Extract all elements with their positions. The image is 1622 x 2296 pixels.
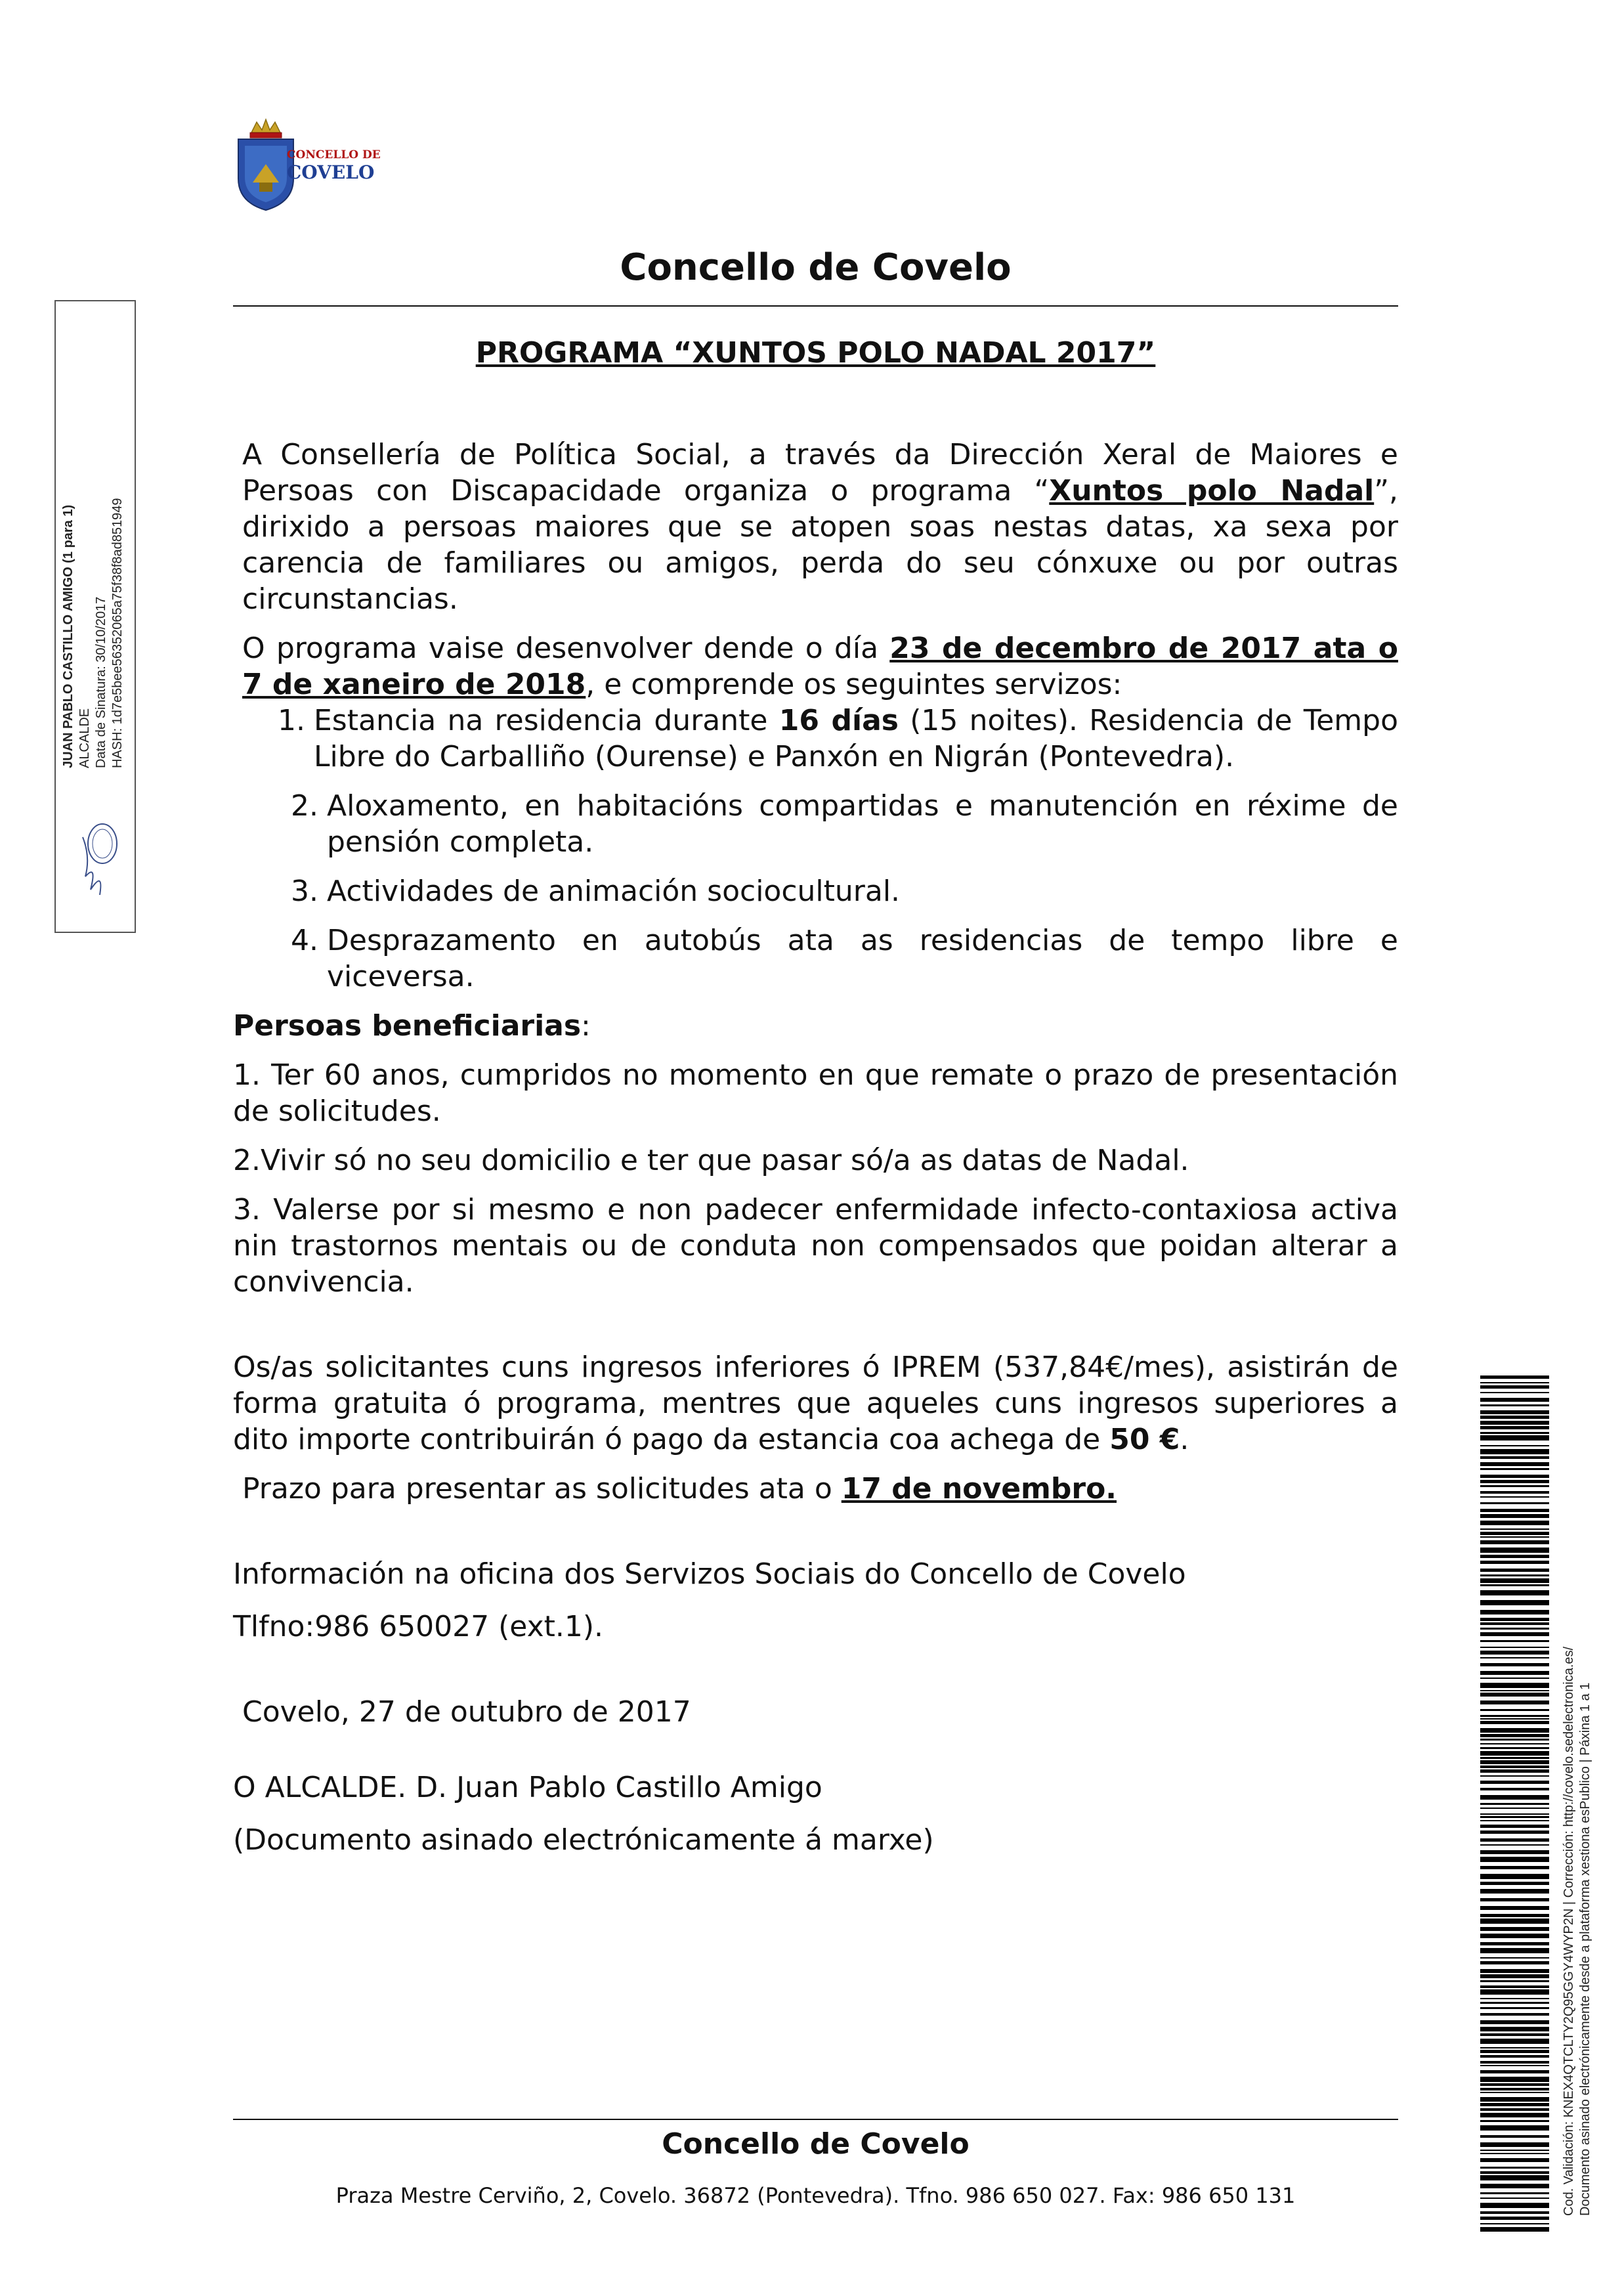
barcode-bar: [1480, 2108, 1549, 2111]
barcode-bar: [1480, 2171, 1549, 2174]
barcode-bar: [1480, 1816, 1549, 1818]
barcode-bar: [1480, 1765, 1549, 1768]
barcode-bar: [1480, 2039, 1549, 2044]
stamp-date: Data de Sinatura: 30/10/2017: [94, 596, 108, 768]
barcode-bar: [1480, 1640, 1549, 1642]
barcode-bar: [1480, 1555, 1549, 1558]
barcode-bar: [1480, 1906, 1549, 1910]
barcode-bar: [1480, 2065, 1549, 2066]
intro-paragraph: [233, 437, 1398, 617]
barcode-bar: [1480, 1382, 1549, 1383]
barcode-bar: [1480, 2135, 1549, 2138]
service-item: [291, 873, 1398, 909]
stamp-hash: HASH: 1d7e5bee56352065a75f38f8ad851949: [110, 498, 125, 768]
barcode-bar: [1480, 2061, 1549, 2064]
service-text-b: (15 noites). Residencia de Tempo Libre do Carballiño (Ourense) e Panxón en Nigrán (Pontevedra).: [314, 704, 1399, 773]
barcode-bar: [1480, 2047, 1549, 2048]
footer-divider: [233, 2119, 1398, 2120]
barcode-bar: [1480, 2120, 1549, 2122]
barcode-bar: [1480, 1830, 1549, 1834]
requirement-1: 1. Ter 60 anos, cumpridos no momento en que remate o prazo de presentación de solicitudes.: [233, 1058, 1398, 1128]
service-item: [291, 922, 1398, 995]
service-text: Desprazamento en autobús ata as residencias de tempo libre e viceversa.: [327, 924, 1398, 993]
barcode-bar: [1480, 1803, 1549, 1805]
place-date: Covelo, 27 de outubro de 2017: [242, 1695, 691, 1729]
barcode-bar: [1480, 1825, 1549, 1828]
barcode-bar: [1480, 1998, 1549, 1999]
barcode-bar: [1480, 1449, 1549, 1454]
barcode-bar: [1480, 1918, 1549, 1924]
beneficiaries-heading: [233, 1008, 1398, 1044]
barcode-bar: [1480, 1721, 1549, 1724]
barcode-bar: [1480, 1957, 1549, 1959]
barcode-bar: [1480, 2150, 1549, 2151]
dates-paragraph: [233, 630, 1398, 703]
barcode-bar: [1480, 1813, 1549, 1815]
barcode-bar: [1480, 1671, 1549, 1675]
dates-text-c: , e comprende os seguintes servizos:: [586, 668, 1122, 701]
barcode-bar: [1480, 1632, 1549, 1636]
barcode-bar: [1480, 1985, 1549, 1988]
barcode-bar: [1480, 2167, 1549, 2169]
barcode-bar: [1480, 2184, 1549, 2188]
barcode-bar: [1480, 1569, 1549, 1572]
barcode-bar: [1480, 2083, 1549, 2086]
requirement-3: 3. Valerse por si mesmo e non padecer enfermidade infecto-contaxiosa activa nin trastornos mentais ou de conduta non compensados que poidan alterar a convivencia.: [233, 1193, 1398, 1299]
contribution-amount-emphasis: 50 €: [1109, 1423, 1180, 1456]
barcode-bar: [1480, 1600, 1549, 1605]
barcode-bar: [1480, 1491, 1549, 1494]
service-number: 2.: [291, 789, 318, 823]
barcode-bar: [1480, 2033, 1549, 2036]
barcode-bar: [1480, 2192, 1549, 2194]
service-text: Actividades de animación sociocultural.: [327, 875, 901, 908]
barcode-bar: [1480, 1584, 1549, 1586]
barcode-bar: [1480, 2027, 1549, 2031]
barcode-bar: [1480, 1866, 1549, 1869]
service-number: 1.: [278, 704, 305, 737]
barcode-bar: [1480, 1462, 1549, 1466]
barcode-bar: [1480, 1435, 1549, 1440]
barcode-bar: [1480, 1715, 1549, 1717]
signature-seal-icon: [71, 817, 123, 899]
signature-stamp-text: [60, 498, 126, 768]
barcode-bar: [1480, 2002, 1549, 2004]
barcode-bar: [1480, 1578, 1549, 1583]
barcode-bar: [1480, 1775, 1549, 1777]
barcode-bar: [1480, 1521, 1549, 1525]
barcode-bar: [1480, 1647, 1549, 1648]
barcode-bar: [1480, 1795, 1549, 1800]
barcode-bar: [1480, 1528, 1549, 1530]
barcode-bar: [1480, 1657, 1549, 1658]
program-name-emphasis: Xuntos polo Nadal: [1049, 474, 1375, 508]
barcode-bar: [1480, 1540, 1549, 1544]
dates-text-a: O programa vaise desenvolver dende o día: [242, 632, 890, 665]
validation-code: Cod. Validación: KNEX4QTCLTY2Q95GGY4WYP2N | Corrección: http://covelo.sedelectronica.es/: [1562, 1646, 1576, 2216]
service-text: Aloxamento, en habitacións compartidas e manutención en réxime de pensión completa.: [327, 789, 1398, 859]
service-number: 3.: [291, 875, 318, 908]
barcode-bar: [1480, 1480, 1549, 1483]
barcode-bar: [1480, 1889, 1549, 1894]
stamp-signer: JUAN PABLO CASTILLO AMIGO (1 para 1): [61, 504, 75, 768]
service-item: [291, 788, 1398, 860]
barcode-bar: [1480, 2070, 1549, 2073]
barcode-bar: [1480, 1421, 1549, 1425]
stay-days-emphasis: 16 días: [779, 704, 899, 737]
barcode-bar: [1480, 1700, 1549, 1704]
logo-wordmark: [287, 150, 381, 182]
barcode-bar: [1480, 1509, 1549, 1512]
barcode-bar: [1480, 1820, 1549, 1821]
barcode-bar: [1480, 1927, 1549, 1931]
barcode-bar: [1480, 2050, 1549, 2053]
barcode-bar: [1480, 1432, 1549, 1434]
barcode-bar: [1480, 2020, 1549, 2024]
requirement-2: 2.Vivir só no seu domicilio e ter que pasar só/a as datas de Nadal.: [233, 1144, 1189, 1177]
intro-text-a: A Consellería de Política Social, a través da Dirección Xeral de Maiores e Persoas con Discapacidade organiza o programa “: [242, 438, 1398, 508]
barcode-bar: [1480, 1416, 1549, 1419]
barcode-bar: [1480, 1426, 1549, 1429]
barcode-bar: [1480, 2223, 1549, 2224]
validation-text: [1561, 1647, 1594, 2216]
barcode-bar: [1480, 1857, 1549, 1862]
barcode-bar: [1480, 1728, 1549, 1733]
footer-title: Concello de Covelo: [662, 2127, 970, 2161]
barcode-bar: [1480, 1734, 1549, 1737]
barcode-bar: [1480, 2097, 1549, 2102]
barcode-bar: [1480, 1942, 1549, 1945]
barcode-bar: [1480, 2211, 1549, 2214]
barcode-bar: [1480, 1574, 1549, 1576]
barcode-bar: [1480, 1485, 1549, 1487]
barcode-bar: [1480, 1590, 1549, 1595]
barcode-bar: [1480, 1375, 1549, 1379]
barcode-bar: [1480, 1989, 1549, 1995]
barcode-bar: [1480, 1678, 1549, 1679]
phone-line: Tlfno:986 650027 (ext.1).: [233, 1610, 604, 1643]
barcode-bar: [1480, 1769, 1549, 1773]
barcode-bar: [1480, 1475, 1549, 1478]
barcode-bar: [1480, 1683, 1549, 1688]
barcode-bar: [1480, 1757, 1549, 1759]
deadline-paragraph: [233, 1471, 1398, 1507]
barcode-bar: [1480, 1898, 1549, 1901]
barcode-bar: [1480, 1781, 1549, 1784]
service-item: [278, 703, 1398, 775]
barcode-bar: [1480, 1751, 1549, 1756]
barcode-bar: [1480, 2203, 1549, 2208]
barcode-bar: [1480, 1760, 1549, 1764]
document-title: PROGRAMA “XUNTOS POLO NADAL 2017”: [475, 336, 1156, 370]
barcode-bar: [1480, 1718, 1549, 1720]
barcode-bar: [1480, 2125, 1549, 2131]
barcode-bar: [1480, 1532, 1549, 1535]
service-text-a: Estancia na residencia durante: [314, 704, 779, 737]
income-paragraph: [233, 1349, 1398, 1458]
barcode-bar: [1480, 2142, 1549, 2147]
barcode-bar: [1480, 1808, 1549, 1809]
barcode-bar: [1480, 1392, 1549, 1393]
beneficiaries-heading-text: Persoas beneficiarias: [233, 1009, 582, 1043]
barcode-bar: [1480, 2227, 1549, 2232]
barcode-bar: [1480, 2055, 1549, 2058]
barcode-bar: [1480, 1628, 1549, 1630]
barcode-bar: [1480, 2013, 1549, 2016]
barcode-bar: [1480, 1663, 1549, 1666]
footer-address: Praza Mestre Cerviño, 2, Covelo. 36872 (Pontevedra). Tfno. 986 650 027. Fax: 986 650 131: [335, 2183, 1296, 2208]
income-text-c: .: [1180, 1423, 1189, 1456]
income-text-a: Os/as solicitantes cuns ingresos inferiores ó IPREM (537,84€/mes), asistirán de forma gratuita ó programa, mentres que aqueles cuns ingresos superiores a dito importe contribuirán ó pago da estancia coa achega de: [233, 1351, 1398, 1456]
barcode-bar: [1480, 1838, 1549, 1842]
barcode-bar: [1480, 2175, 1549, 2180]
barcode-bar: [1480, 1739, 1549, 1741]
barcode-bar: [1480, 1980, 1549, 1982]
barcode-bar: [1480, 1456, 1549, 1459]
barcode-bar: [1480, 1468, 1549, 1470]
barcode-bar: [1480, 1618, 1549, 1621]
barcode-bar: [1480, 2217, 1549, 2220]
barcode-bar: [1480, 1974, 1549, 1978]
validation-barcode: [1480, 1375, 1549, 2232]
barcode-bar: [1480, 1788, 1549, 1790]
barcode-bar: [1480, 1496, 1549, 1498]
service-text: [314, 703, 1398, 775]
barcode-bar: [1480, 1948, 1549, 1953]
barcode-bar: [1480, 1882, 1549, 1885]
barcode-bar: [1480, 2153, 1549, 2154]
program-dates-emphasis: 23 de decembro de 2017 ata o 7 de xaneiro de 2018: [242, 632, 1398, 701]
barcode-bar: [1480, 1622, 1549, 1625]
barcode-bar: [1480, 1914, 1549, 1917]
stamp-role: ALCALDE: [77, 708, 92, 768]
barcode-bar: [1480, 1445, 1549, 1446]
barcode-bar: [1480, 1561, 1549, 1564]
barcode-bar: [1480, 1404, 1549, 1406]
barcode-bar: [1480, 1874, 1549, 1879]
beneficiaries-heading-colon: :: [581, 1009, 591, 1043]
barcode-bar: [1480, 2158, 1549, 2162]
barcode-bar: [1480, 1850, 1549, 1854]
logo-line-1: CONCELLO DE: [287, 148, 381, 162]
barcode-bar: [1480, 2088, 1549, 2090]
service-number: 4.: [291, 924, 318, 957]
barcode-bar: [1480, 1747, 1549, 1749]
barcode-bar: [1480, 1844, 1549, 1846]
barcode-bar: [1480, 1410, 1549, 1414]
barcode-bar: [1480, 2113, 1549, 2117]
barcode-bar: [1480, 1398, 1549, 1402]
deadline-text-a: Prazo para presentar as solicitudes ata o: [242, 1472, 842, 1505]
document-body: [233, 437, 1398, 1858]
barcode-bar: [1480, 2198, 1549, 2199]
barcode-bar: [1480, 2077, 1549, 2082]
logo-line-2: COVELO: [287, 162, 375, 183]
barcode-bar: [1480, 1709, 1549, 1711]
barcode-bar: [1480, 1610, 1549, 1614]
signer-line: O ALCALDE. D. Juan Pablo Castillo Amigo: [233, 1771, 822, 1804]
barcode-bar: [1480, 1934, 1549, 1938]
validation-platform-note: Documento asinado electrónicamente desde a plataforma xestiona esPublico | Páxina 1 a 1: [1578, 1682, 1592, 2216]
barcode-bar: [1480, 1961, 1549, 1964]
barcode-bar: [1480, 1385, 1549, 1389]
info-line: Información na oficina dos Servizos Sociais do Concello de Covelo: [233, 1557, 1186, 1591]
barcode-bar: [1480, 1502, 1549, 1504]
header-divider: [233, 305, 1398, 307]
barcode-bar: [1480, 1651, 1549, 1655]
barcode-bar: [1480, 2092, 1549, 2093]
barcode-bar: [1480, 1969, 1549, 1973]
barcode-bar: [1480, 1548, 1549, 1553]
header-title: Concello de Covelo: [620, 246, 1012, 289]
barcode-bar: [1480, 1693, 1549, 1697]
deadline-date-emphasis: 17 de novembro.: [841, 1472, 1117, 1505]
barcode-bar: [1480, 1690, 1549, 1691]
signed-note: (Documento asinado electrónicamente á marxe): [233, 1823, 934, 1857]
barcode-bar: [1480, 1743, 1549, 1744]
barcode-bar: [1480, 2007, 1549, 2009]
intro-text-c: ”, dirixido a persoas maiores que se atopen soas nestas datas, xa sexa por carencia de familiares ou amigos, perda do seu cónxuxe ou por outras circunstancias.: [242, 474, 1399, 616]
barcode-bar: [1480, 1514, 1549, 1518]
barcode-bar: [1480, 1536, 1549, 1538]
barcode-bar: [1480, 2103, 1549, 2106]
